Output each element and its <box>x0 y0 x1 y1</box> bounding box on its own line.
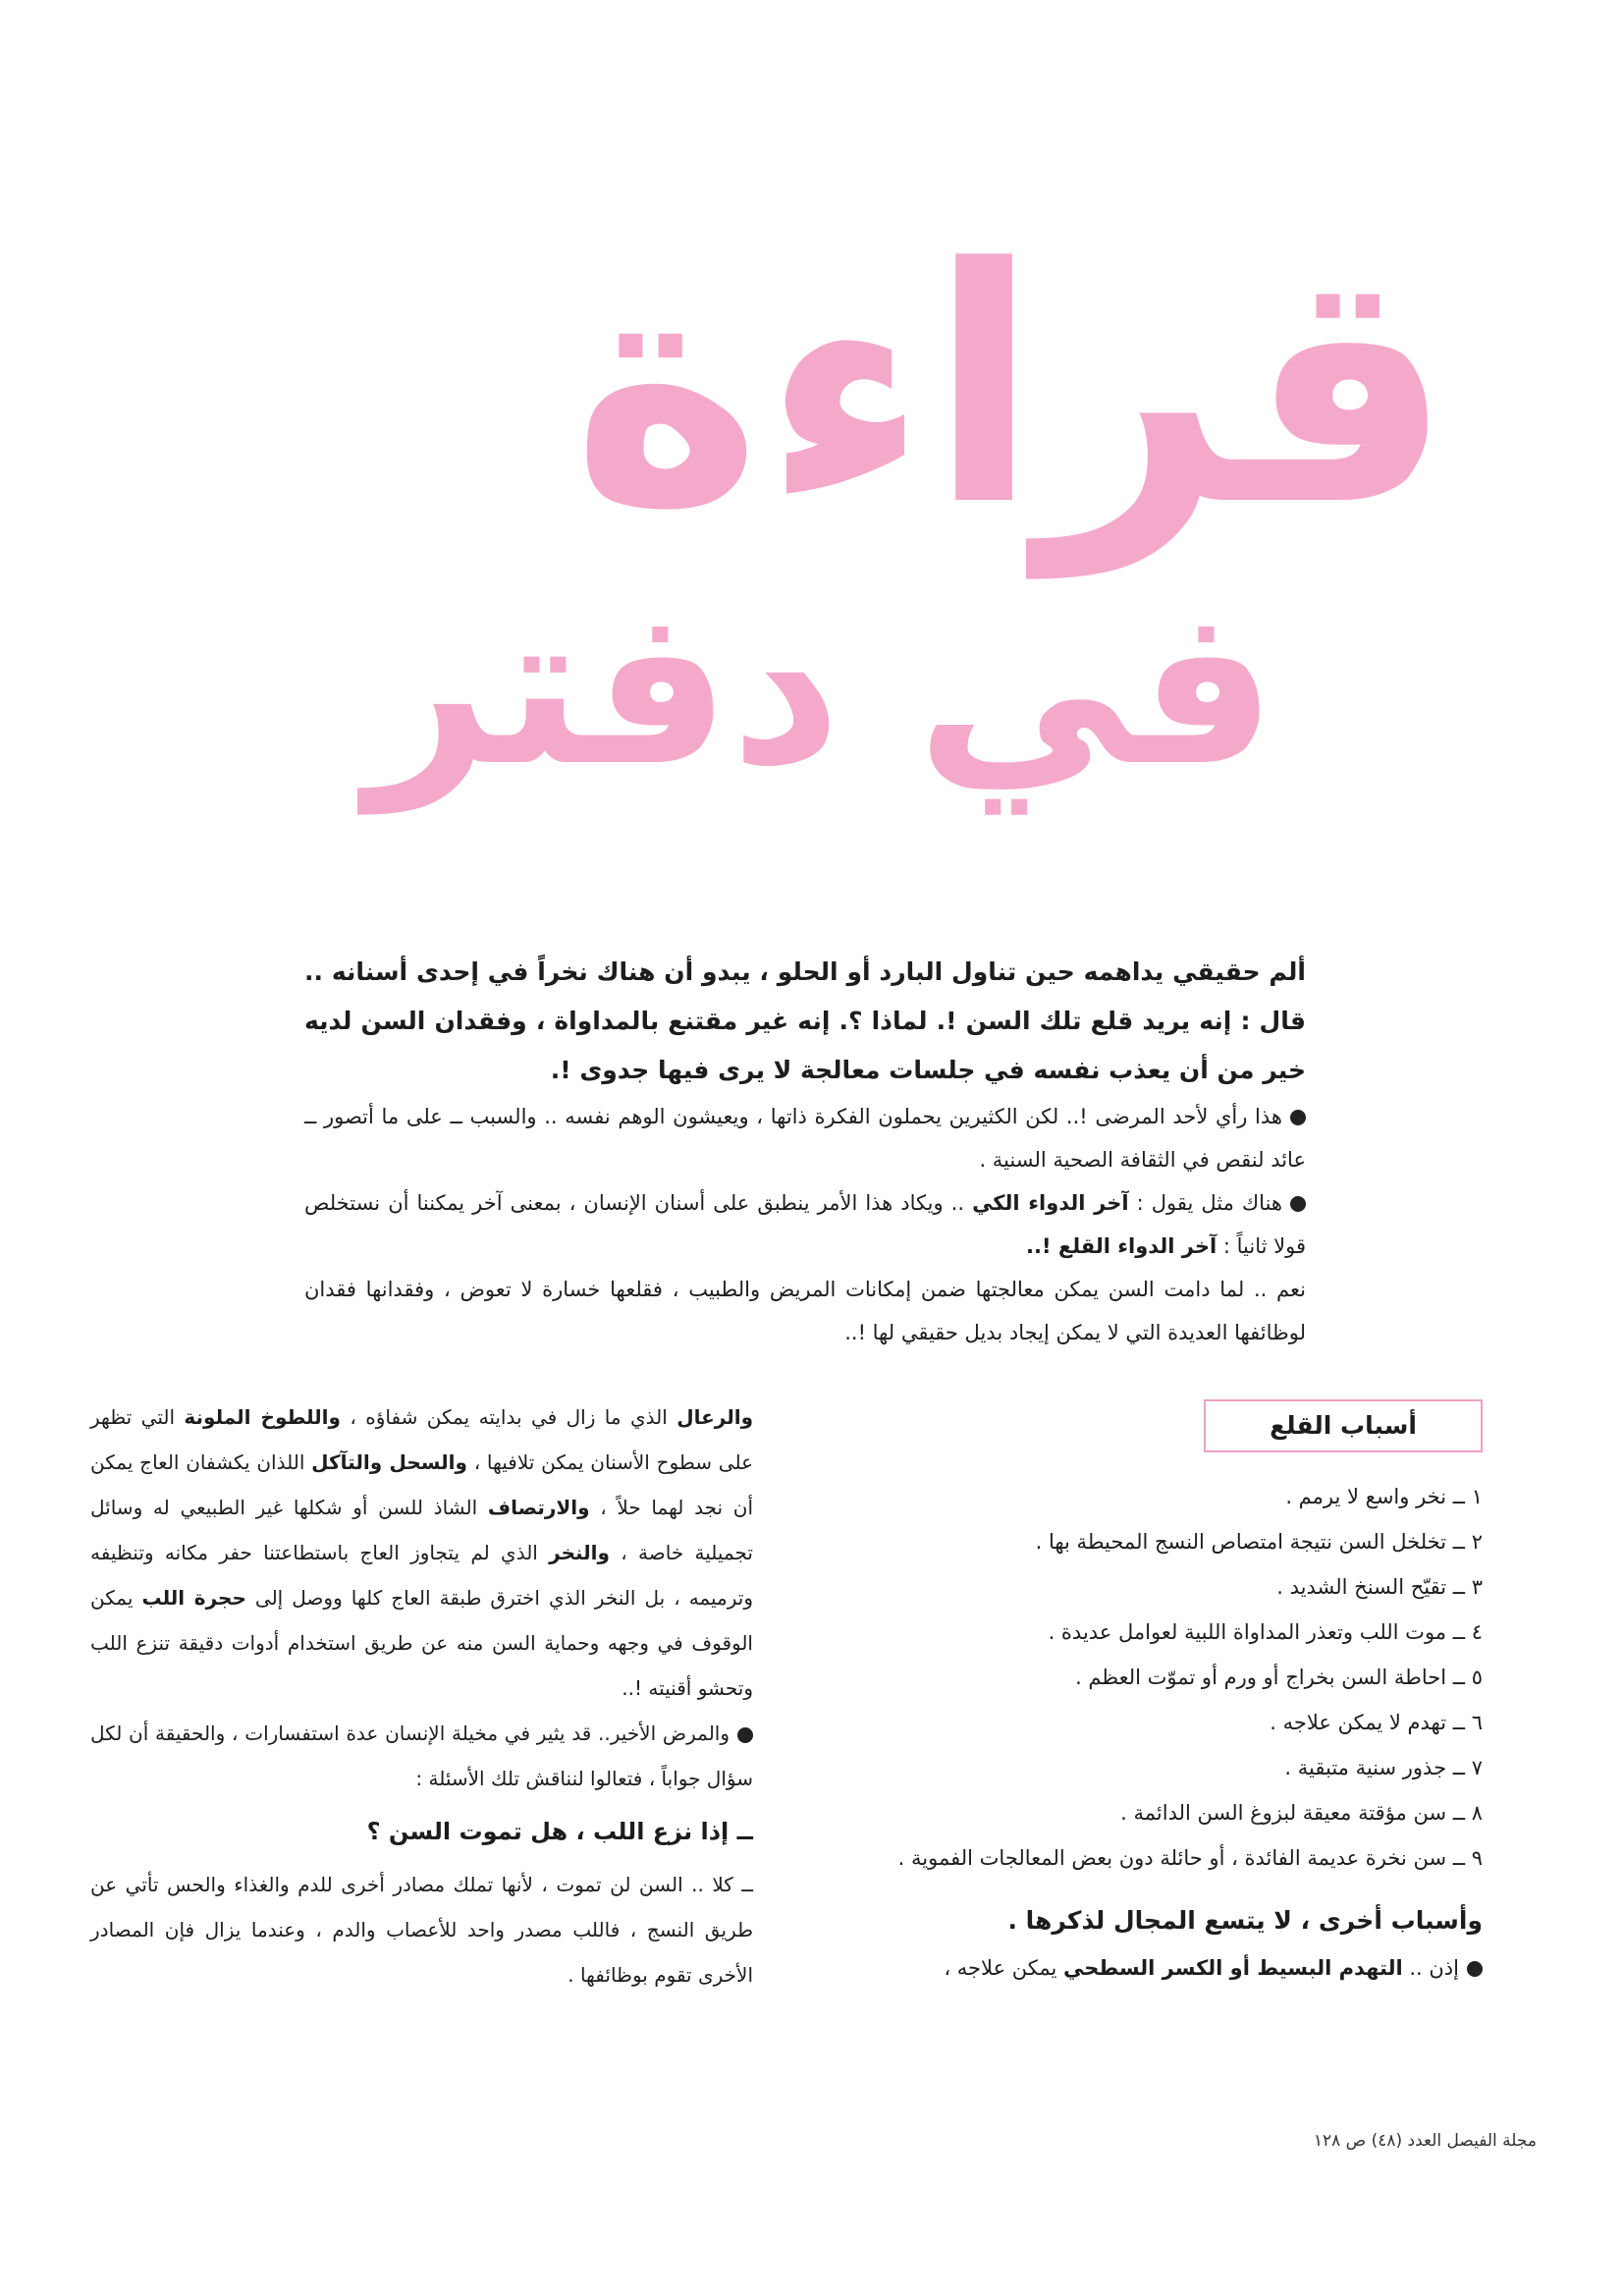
intro-paragraph-2: هناك مثل يقول : آخر الدواء الكي .. ويكاد هذا الأمر ينطبق على أسنان الإنسان ، بمعنى آخر يمكننا أن نستخلص قولا ثانياً : آخر الدواء القلع !.. <box>304 1191 1306 1258</box>
title-area <box>79 157 1532 903</box>
intro-paragraph-1: هذا رأي لأحد المرضى !.. لكن الكثيرين يحملون الفكرة ذاتها ، ويعيشون الوهم نفسه .. والسبب ــ على ما أتصور ــ عائد لنقص في الثقافة الصحية السنية . <box>304 1105 1306 1172</box>
intro-section <box>304 948 1306 1354</box>
reasons-heading: أسباب القلع <box>1204 1399 1483 1452</box>
title-line-1: قراءة <box>571 199 1453 576</box>
list-item: ٢ ــ تخلخل السن نتيجة امتصاص النسج المحيطة بها . <box>1035 1530 1483 1554</box>
list-item: ٣ ــ تقيّح السنخ الشديد . <box>1276 1575 1483 1599</box>
intro-lead: ألم حقيقي يداهمه حين تناول البارد أو الحلو ، يبدو أن هناك نخراً في إحدى أسنانه .. قال : إنه يريد قلع تلك السن !. لماذا ؟. إنه غير مقتنع بالمداواة ، وفقدان السن لديه خير من أن يعذب نفسه في جلسات معالجة لا يرى فيها جدوى !. <box>304 957 1306 1084</box>
treatment-column <box>90 1394 753 1997</box>
list-item: ٦ ــ تهدم لا يمكن علاجه . <box>1270 1711 1483 1734</box>
bullet-icon <box>737 1727 753 1743</box>
question-intro-paragraph: والمرض الأخير.. قد يثير في مخيلة الإنسان عدة استفسارات ، والحقيقة أن لكل سؤال جواباً ، فتعالوا لنناقش تلك الأسئلة : <box>90 1722 753 1790</box>
list-item: ٥ ــ احاطة السن بخراج أو ورم أو تموّت العظم . <box>1075 1666 1483 1689</box>
bullet-icon <box>1290 1196 1306 1212</box>
bullet-icon <box>1290 1110 1306 1125</box>
question-heading: ــ إذا نزع اللب ، هل تموت السن ؟ <box>366 1818 753 1845</box>
list-item: ٧ ــ جذور سنية متبقية . <box>1284 1756 1483 1779</box>
title-line-2: في دفتر <box>366 562 1276 813</box>
page-footer: مجلة الفيصل العدد (٤٨) ص ١٢٨ <box>1313 2131 1537 2151</box>
list-item: ٤ ــ موت اللب وتعذر المداواة اللبية لعوامل عديدة . <box>1048 1620 1483 1644</box>
intro-paragraph-3: نعم .. لما دامت السن يمكن معالجتها ضمن إمكانات المريض والطبيب ، فقلعها خسارة لا تعوض ، وفقدانها فقدان لوظائفها العديدة التي لا يمكن إيجاد بديل حقيقي لها !.. <box>304 1278 1306 1344</box>
bullet-icon <box>1467 1961 1483 1977</box>
answer-paragraph: ــ كلا .. السن لن تموت ، لأنها تملك مصادر أخرى للدم والغذاء والحس تأتي عن طريق النسج ، فاللب مصدر واحد للأعصاب والدم ، وعندما يزال فإن المصادر الأخرى تقوم بوظائفها . <box>90 1873 753 1987</box>
more-reasons: وأسباب أخرى ، لا يتسع المجال لذكرها . <box>1007 1906 1483 1935</box>
reasons-conclusion: إذن .. التهدم البسيط أو الكسر السطحي يمكن علاجه ، <box>844 1945 1483 1991</box>
list-item: ١ ــ نخر واسع لا يرمم . <box>1285 1485 1483 1508</box>
reasons-column <box>844 1399 1483 1991</box>
treatment-paragraph: والرعال الذي ما زال في بدايته يمكن شفاؤه ، واللطوخ الملونة التي تظهر على سطوح الأسنان يمكن تلافيها ، والسحل والتآكل اللذان يكشفان العاج يمكن أن نجد لهما حلاً ، والارتصاف الشاذ للسن أو شكلها غير الطبيعي له وسائل تجميلية خاصة ، والنخر الذي لم يتجاوز العاج باستطاعتنا حفر مكانه وتنظيفه وترميمه ، بل النخر الذي اخترق طبقة العاج كلها ووصل إلى حجرة اللب يمكن الوقوف في وجهه وحماية السن منه عن طريق استخدام أدوات دقيقة تنزع اللب وتحشو أقنيته !.. <box>90 1405 754 1700</box>
list-item: ٩ ــ سن نخرة عديمة الفائدة ، أو حائلة دون بعض المعالجات الفموية . <box>897 1846 1483 1870</box>
list-item: ٨ ــ سن مؤقتة معيقة لبزوغ السن الدائمة . <box>1120 1801 1483 1825</box>
reasons-list <box>844 1474 1483 1881</box>
